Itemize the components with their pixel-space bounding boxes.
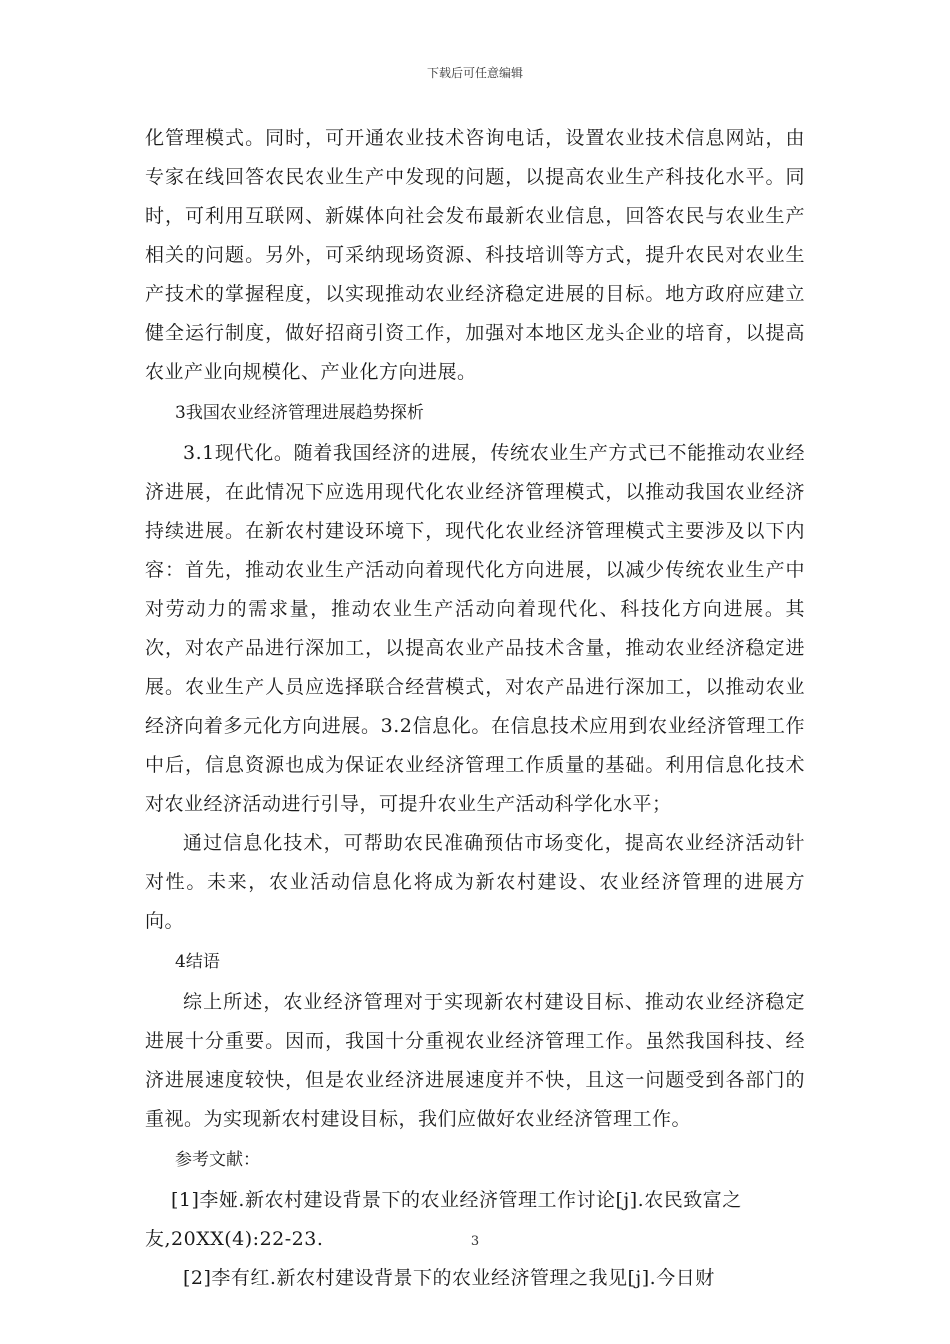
section-heading-conclusion: 4结语: [175, 952, 220, 972]
references-title: 参考文献：: [175, 1150, 260, 1170]
reference-item: [1]李娅.新农村建设背景下的农业经济管理工作讨论[j].农民致富之友,20XX(4):22-23.: [145, 1189, 742, 1250]
page-number: 3: [470, 1234, 480, 1249]
reference-item: [2]李有红.新农村建设背景下的农业经济管理之我见[j].今日财: [183, 1267, 715, 1289]
paragraph-modernization: 3.1现代化。随着我国经济的进展，传统农业生产方式已不能推动农业经济进展，在此情况下应选用现代化农业经济管理模式，以推动我国农业经济持续进展。在新农村建设环境下，现代化农业经济管理模式主要涉及以下内容：首先，推动农业生产活动向着现代化方向进展，以减少传统农业生产中对劳动力的需求量，推动农业生产活动向着现代化、科技化方向进展。其次，对农产品进行深加工，以提高农业产品技术含量，推动农业经济稳定进展。农业生产人员应选择联合经营模式，对农产品进行深加工，以推动农业经济向着多元化方向进展。3.2信息化。在信息技术应用到农业经济管理工作中后，信息资源也成为保证农业经济管理工作质量的基础。利用信息化技术对农业经济活动进行引导，可提升农业生产活动科学化水平；: [145, 442, 805, 815]
page-header: 下载后可任意编辑: [426, 66, 523, 80]
paragraph-informatization: 通过信息化技术，可帮助农民准确预估市场变化，提高农业经济活动针对性。未来，农业活动信息化将成为新农村建设、农业经济管理的进展方向。: [145, 832, 805, 932]
paragraph-management-model: 化管理模式。同时，可开通农业技术咨询电话，设置农业技术信息网站，由专家在线回答农民农业生产中发现的问题，以提高农业生产科技化水平。同时，可利用互联网、新媒体向社会发布最新农业信息，回答农民与农业生产相关的问题。另外，可采纳现场资源、科技培训等方式，提升农民对农业生产技术的掌握程度，以实现推动农业经济稳定进展的目标。地方政府应建立健全运行制度，做好招商引资工作，加强对本地区龙头企业的培育，以提高农业产业向规模化、产业化方向进展。: [145, 127, 805, 383]
paragraph-conclusion: 综上所述，农业经济管理对于实现新农村建设目标、推动农业经济稳定进展十分重要。因而，我国十分重视农业经济管理工作。虽然我国科技、经济进展速度较快，但是农业经济进展速度并不快，且这一问题受到各部门的重视。为实现新农村建设目标，我们应做好农业经济管理工作。: [145, 991, 805, 1130]
section-heading-trends: 3我国农业经济管理进展趋势探析: [175, 403, 424, 423]
document-body: [145, 119, 805, 1298]
